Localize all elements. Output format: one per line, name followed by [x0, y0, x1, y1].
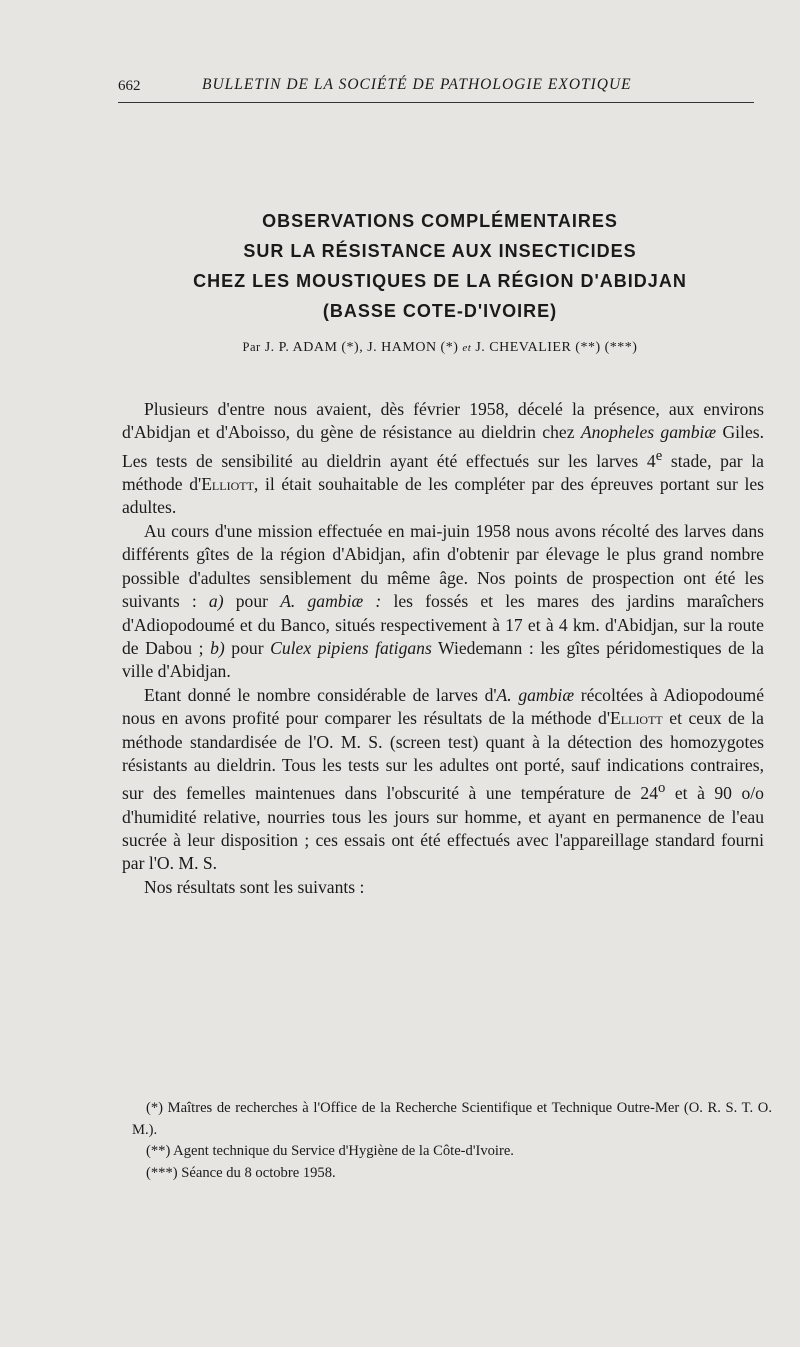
author-prefix: Par [242, 340, 261, 354]
footnote: (**) Agent technique du Service d'Hygiène de la Côte-d'Ivoire. [146, 1143, 514, 1159]
author-conjunction: et [462, 342, 472, 354]
paragraph: Nos résultats sont les suivants : [144, 876, 365, 897]
article-title [120, 206, 760, 326]
paragraph [122, 398, 764, 520]
text-run: Etant donné le nombre considérable de larves d' [144, 684, 497, 705]
title-line: CHEZ LES MOUSTIQUES DE LA RÉGION D'ABIDJAN [193, 271, 687, 291]
text-run: Giles. Les tests de sensibilité au dieldrin ayant été effectués sur les larves 4 [122, 422, 765, 471]
author-name: Elliott [610, 708, 663, 729]
species-name: Culex pipiens fatigans [270, 637, 432, 658]
text-run: pour [224, 637, 271, 658]
text-run: stade, par la méthode d' [122, 450, 764, 495]
list-label: a) [208, 591, 224, 612]
species-name: A. gambiæ [496, 684, 575, 705]
footnotes [132, 1098, 772, 1184]
superscript: e [655, 447, 663, 464]
text-run: et à 90 o/o d'humidité relative, nourries tous les jours sur homme, et ayant en permanence de l'eau sucrée à leur disposition ; ces essais ont été effectués avec l'appareillage standard fourni par l'O. M. S. [122, 783, 764, 874]
text-run: Au cours d'une mission effectuée en mai-juin 1958 nous avons récolté des larves dans différents gîtes de la région d'Abidjan, afin d'obtenir par élevage le plus grand nombre possible d'adultes sensiblement du même âge. Nos points de prospection ont été les suivants : [122, 520, 764, 612]
superscript: o [658, 780, 666, 797]
text-run: les fossés et les mares des jardins maraîchers d'Adiopodoumé et du Banco, situés respectivement à 17 et à 4 km. d'Abidjan, sur la route de Dabou ; [122, 591, 765, 658]
species-name: A. gambiæ : [280, 591, 382, 612]
author-name: Elliott [201, 474, 254, 495]
list-label: b) [210, 637, 225, 658]
author: J. HAMON (*) [367, 340, 459, 355]
text-run: Wiedemann : les gîtes péridomestiques de la ville d'Abidjan. [122, 637, 764, 682]
title-line: OBSERVATIONS COMPLÉMENTAIRES [262, 211, 618, 231]
author-line [120, 340, 760, 356]
page-number: 662 [118, 78, 141, 94]
title-line: SUR LA RÉSISTANCE AUX INSECTICIDES [243, 241, 637, 261]
text-run: et ceux de la méthode standardisée de l'O. M. S. (screen test) quant à la détection des homozygotes résistants au dieldrin. Tous les tests sur les adultes ont porté, sauf indications contraires, sur des femelles maintenues dans l'obscurité à une température de 24 [122, 708, 764, 804]
author: J. CHEVALIER (**) (***) [475, 340, 638, 355]
footnote: (***) Séance du 8 octobre 1958. [146, 1164, 336, 1181]
paragraph [122, 520, 764, 684]
footnote: (*) Maîtres de recherches à l'Office de la Recherche Scientifique et Technique Outre-Mer (O. R. S. T. O. M.). [132, 1100, 772, 1138]
species-name: Anopheles gambiæ [580, 422, 717, 443]
text-run: récoltées à Adiopodoumé nous en avons profité pour comparer les résultats de la méthode d' [122, 684, 765, 729]
text-run: , il était souhaitable de les compléter par des épreuves portant sur les adultes. [122, 474, 764, 518]
article-body [122, 398, 764, 899]
text-run: pour [223, 591, 281, 612]
text-run: Plusieurs d'entre nous avaient, dès février 1958, décelé la présence, aux environs d'Abidjan et d'Aboisso, du gène de résistance au dieldrin chez [122, 399, 764, 443]
page-header [118, 78, 754, 103]
running-title: BULLETIN DE LA SOCIÉTÉ DE PATHOLOGIE EXOTIQUE [202, 76, 632, 93]
title-line: (BASSE COTE-D'IVOIRE) [322, 301, 558, 321]
paragraph [122, 684, 764, 876]
author: J. P. ADAM (*), [264, 340, 364, 355]
